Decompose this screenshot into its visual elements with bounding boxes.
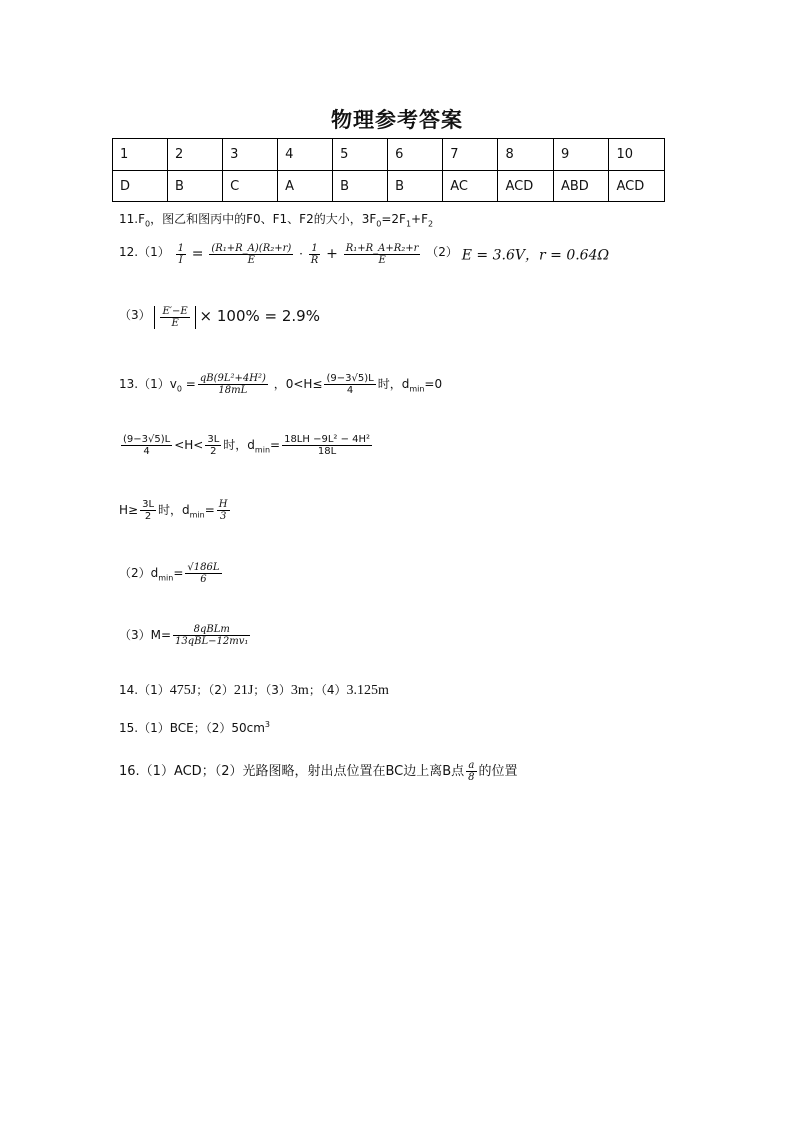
frac-den: 18mL xyxy=(218,385,248,396)
q11-text: =2F xyxy=(381,212,406,226)
q16-frac xyxy=(466,760,476,783)
frac-den: 8 xyxy=(468,772,475,783)
table-cell: 1 xyxy=(113,139,168,171)
q14-text: ；（3） xyxy=(253,683,291,697)
table-cell: D xyxy=(113,171,168,202)
q15-text: 15.（1）BCE；（2）50cm xyxy=(119,721,265,735)
q13-frac xyxy=(282,434,372,457)
q14-label: 14.（1） xyxy=(119,683,170,697)
frac-num: a xyxy=(466,760,476,772)
frac-den: 2 xyxy=(210,446,217,457)
answer-15 xyxy=(119,719,270,736)
frac-den: I xyxy=(178,255,183,266)
table-cell: C xyxy=(223,171,278,202)
q13-op: = xyxy=(204,503,215,517)
q14-answer: 475J xyxy=(169,683,197,698)
q11-text: ，图乙和图丙中的F0、F1、F2的大小，3F xyxy=(150,212,377,226)
q12-label: （3） xyxy=(119,308,151,322)
q14-answer: 21J xyxy=(233,683,254,698)
table-cell: 8 xyxy=(498,139,554,171)
answer-13-case3 xyxy=(119,499,232,522)
frac-den: 18L xyxy=(317,446,337,457)
q14-answer: 3m xyxy=(290,683,309,698)
frac-den: 6 xyxy=(200,574,207,585)
q13-label: （3）M= xyxy=(119,628,172,642)
q13-text: =0 xyxy=(424,377,443,391)
answer-13-case2 xyxy=(119,434,374,457)
frac-num: H xyxy=(218,499,228,510)
q12-label: 12.（1） xyxy=(119,245,170,259)
q12-label: （2） xyxy=(426,245,458,259)
frac-den: 2 xyxy=(144,511,152,522)
answer-16 xyxy=(119,760,518,783)
frac-den: 4 xyxy=(143,446,150,457)
frac-num: √186L xyxy=(187,562,220,573)
q15-sup: 3 xyxy=(264,720,270,729)
q13-sub: min xyxy=(189,510,205,520)
frac-den: 3 xyxy=(219,511,227,522)
q12-frac xyxy=(176,243,186,266)
table-cell: ACD xyxy=(498,171,554,202)
frac-num: (9−3√5)L xyxy=(326,373,374,384)
q13-sub: min xyxy=(158,573,174,583)
table-cell: B xyxy=(168,171,223,202)
q14-text: ；（4） xyxy=(308,683,347,697)
q11-sub: 2 xyxy=(428,219,434,229)
frac-den: 13qBL−12mv₁ xyxy=(175,636,249,647)
frac-num: 8qBLm xyxy=(173,624,250,636)
q12-part2: E = 3.6V，r = 0.64Ω xyxy=(461,247,610,264)
q13-sub: 0 xyxy=(176,384,182,394)
answer-11 xyxy=(119,210,433,228)
frac-num: qB(9L²+4H²) xyxy=(199,373,266,384)
frac-den: 4 xyxy=(346,385,354,396)
answer-table xyxy=(112,138,665,202)
table-cell: 5 xyxy=(333,139,388,171)
q13-frac xyxy=(198,373,268,396)
q16-text: 16.（1）ACD；（2）光路图略，射出点位置在BC边上离B点 xyxy=(119,764,465,779)
answer-14 xyxy=(119,681,389,699)
table-cell: 4 xyxy=(278,139,333,171)
q13-text: H≥ xyxy=(119,503,139,517)
answer-13 xyxy=(119,373,442,396)
table-cell: 3 xyxy=(223,139,278,171)
table-cell: B xyxy=(388,171,443,202)
frac-num: 3L xyxy=(207,434,220,445)
frac-num: 3L xyxy=(142,499,155,510)
frac-num: 1 xyxy=(309,243,321,255)
q11-sub: 1 xyxy=(405,219,412,229)
q13-frac xyxy=(185,562,221,585)
q13-text: 时，d xyxy=(223,438,255,452)
q13-text: ，0<H≤ xyxy=(273,377,323,391)
page-title: 物理参考答案 xyxy=(331,107,463,132)
table-cell: 7 xyxy=(443,139,498,171)
q13-op: = xyxy=(270,438,281,452)
table-cell: B xyxy=(333,171,388,202)
table-cell: AC xyxy=(443,171,498,202)
q13-sub: min xyxy=(409,384,425,394)
q13-op: = xyxy=(173,566,184,580)
table-cell: ACD xyxy=(609,171,665,202)
frac-den: E xyxy=(247,255,255,266)
q13-text: <H< xyxy=(174,438,204,452)
frac-num: 1 xyxy=(177,243,184,254)
table-cell: 9 xyxy=(553,139,609,171)
q13-label: 13.（1）v xyxy=(119,377,177,391)
q11-sub: 0 xyxy=(376,219,382,229)
q13-frac xyxy=(140,499,156,522)
answer-12-part3 xyxy=(119,306,320,329)
q13-text: 时，d xyxy=(158,503,190,517)
q12-part3: × 100% = 2.9% xyxy=(199,307,320,325)
answer-13-part3 xyxy=(119,624,252,647)
q12-frac xyxy=(209,243,293,266)
q11-text: 11.F xyxy=(119,212,145,226)
frac-den: E xyxy=(378,255,386,266)
table-cell: 10 xyxy=(609,139,665,171)
frac-den: E xyxy=(171,318,179,329)
q13-sub: min xyxy=(254,445,271,455)
table-cell: A xyxy=(278,171,333,202)
q13-frac xyxy=(121,434,172,457)
frac-num: E′−E xyxy=(162,306,188,317)
table-cell: 6 xyxy=(388,139,443,171)
frac-den: R xyxy=(310,255,319,266)
q13-frac xyxy=(217,499,230,522)
q13-text: 时，d xyxy=(377,377,410,391)
q13-op: = xyxy=(185,377,196,391)
table-row-numbers xyxy=(113,139,665,171)
q12-op: + xyxy=(326,246,338,262)
q13-frac xyxy=(173,624,250,647)
frac-num: (R₁+R_A)(R₂+r) xyxy=(211,243,292,254)
q12-abs xyxy=(154,306,195,329)
frac-num: (9−3√5)L xyxy=(123,434,171,445)
q12-frac xyxy=(309,243,321,266)
q14-text: ；（2） xyxy=(196,683,234,697)
q11-sub: 0 xyxy=(145,219,151,229)
table-row-answers xyxy=(113,171,665,202)
q12-frac xyxy=(344,243,421,266)
frac-num: 18LH −9L² − 4H² xyxy=(284,434,371,445)
answer-13-part2 xyxy=(119,562,224,585)
q16-text: 的位置 xyxy=(478,764,518,779)
q13-frac xyxy=(324,373,375,396)
q13-frac xyxy=(205,434,221,457)
table-cell: ABD xyxy=(553,171,609,202)
q12-op: · xyxy=(299,247,303,261)
q12-op: = xyxy=(191,246,204,262)
table-cell: 2 xyxy=(168,139,223,171)
q11-text: +F xyxy=(411,212,428,226)
q12-frac xyxy=(160,306,189,329)
q14-answer: 3.125m xyxy=(346,683,389,698)
answer-12 xyxy=(119,243,609,266)
frac-num: R₁+R_A+R₂+r xyxy=(345,243,419,254)
q13-label: （2）d xyxy=(119,566,159,580)
